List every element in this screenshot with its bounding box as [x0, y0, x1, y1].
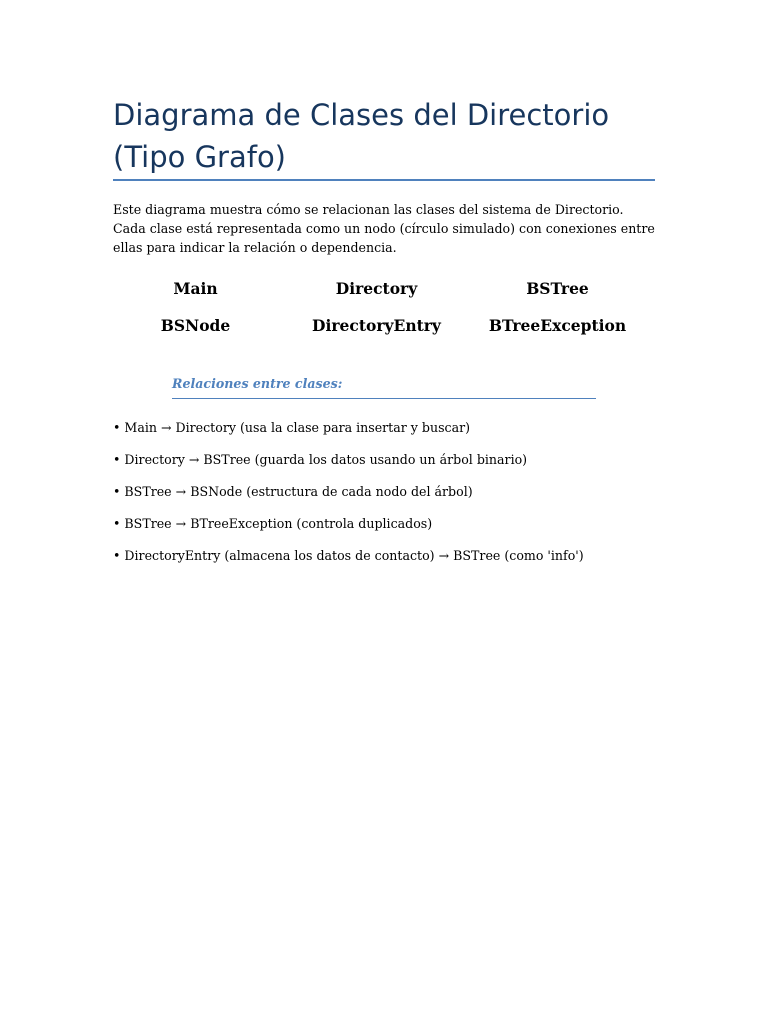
intro-paragraph: Este diagrama muestra cómo se relacionan las clases del sistema de Directorio. Cada clase está representada como un nodo (círculo simulado) con conexiones entre ellas para indicar la relación o dependencia.	[113, 202, 655, 255]
relations-heading: Relaciones entre clases:	[172, 376, 343, 391]
class-node-bsnode: BSNode	[160, 316, 231, 335]
relation-item-directoryentry-bstree: • DirectoryEntry (almacena los datos de contacto) → BSTree (como 'info')	[113, 548, 584, 563]
class-node-main: Main	[173, 279, 218, 298]
title-underline	[113, 179, 655, 181]
relation-item-main-directory: • Main → Directory (usa la clase para insertar y buscar)	[113, 420, 471, 435]
class-node-directoryentry: DirectoryEntry	[312, 316, 441, 335]
class-node-btreeexception: BTreeException	[488, 316, 627, 335]
relation-item-bstree-bsnode: • BSTree → BSNode (estructura de cada nodo del árbol)	[113, 484, 473, 499]
class-node-directory: Directory	[335, 279, 418, 298]
node-row-2	[105, 307, 650, 344]
relations-list	[113, 418, 673, 578]
relation-item-bstree-btreeexception: • BSTree → BTreeException (controla duplicados)	[113, 516, 433, 531]
page-title: Diagrama de Clases del Directorio (Tipo Grafo)	[113, 98, 610, 174]
class-node-grid	[105, 270, 650, 344]
node-row-1	[105, 270, 650, 307]
relation-item-directory-bstree: • Directory → BSTree (guarda los datos usando un árbol binario)	[113, 452, 528, 467]
relations-heading-underline	[172, 398, 596, 399]
class-node-bstree: BSTree	[526, 279, 589, 298]
